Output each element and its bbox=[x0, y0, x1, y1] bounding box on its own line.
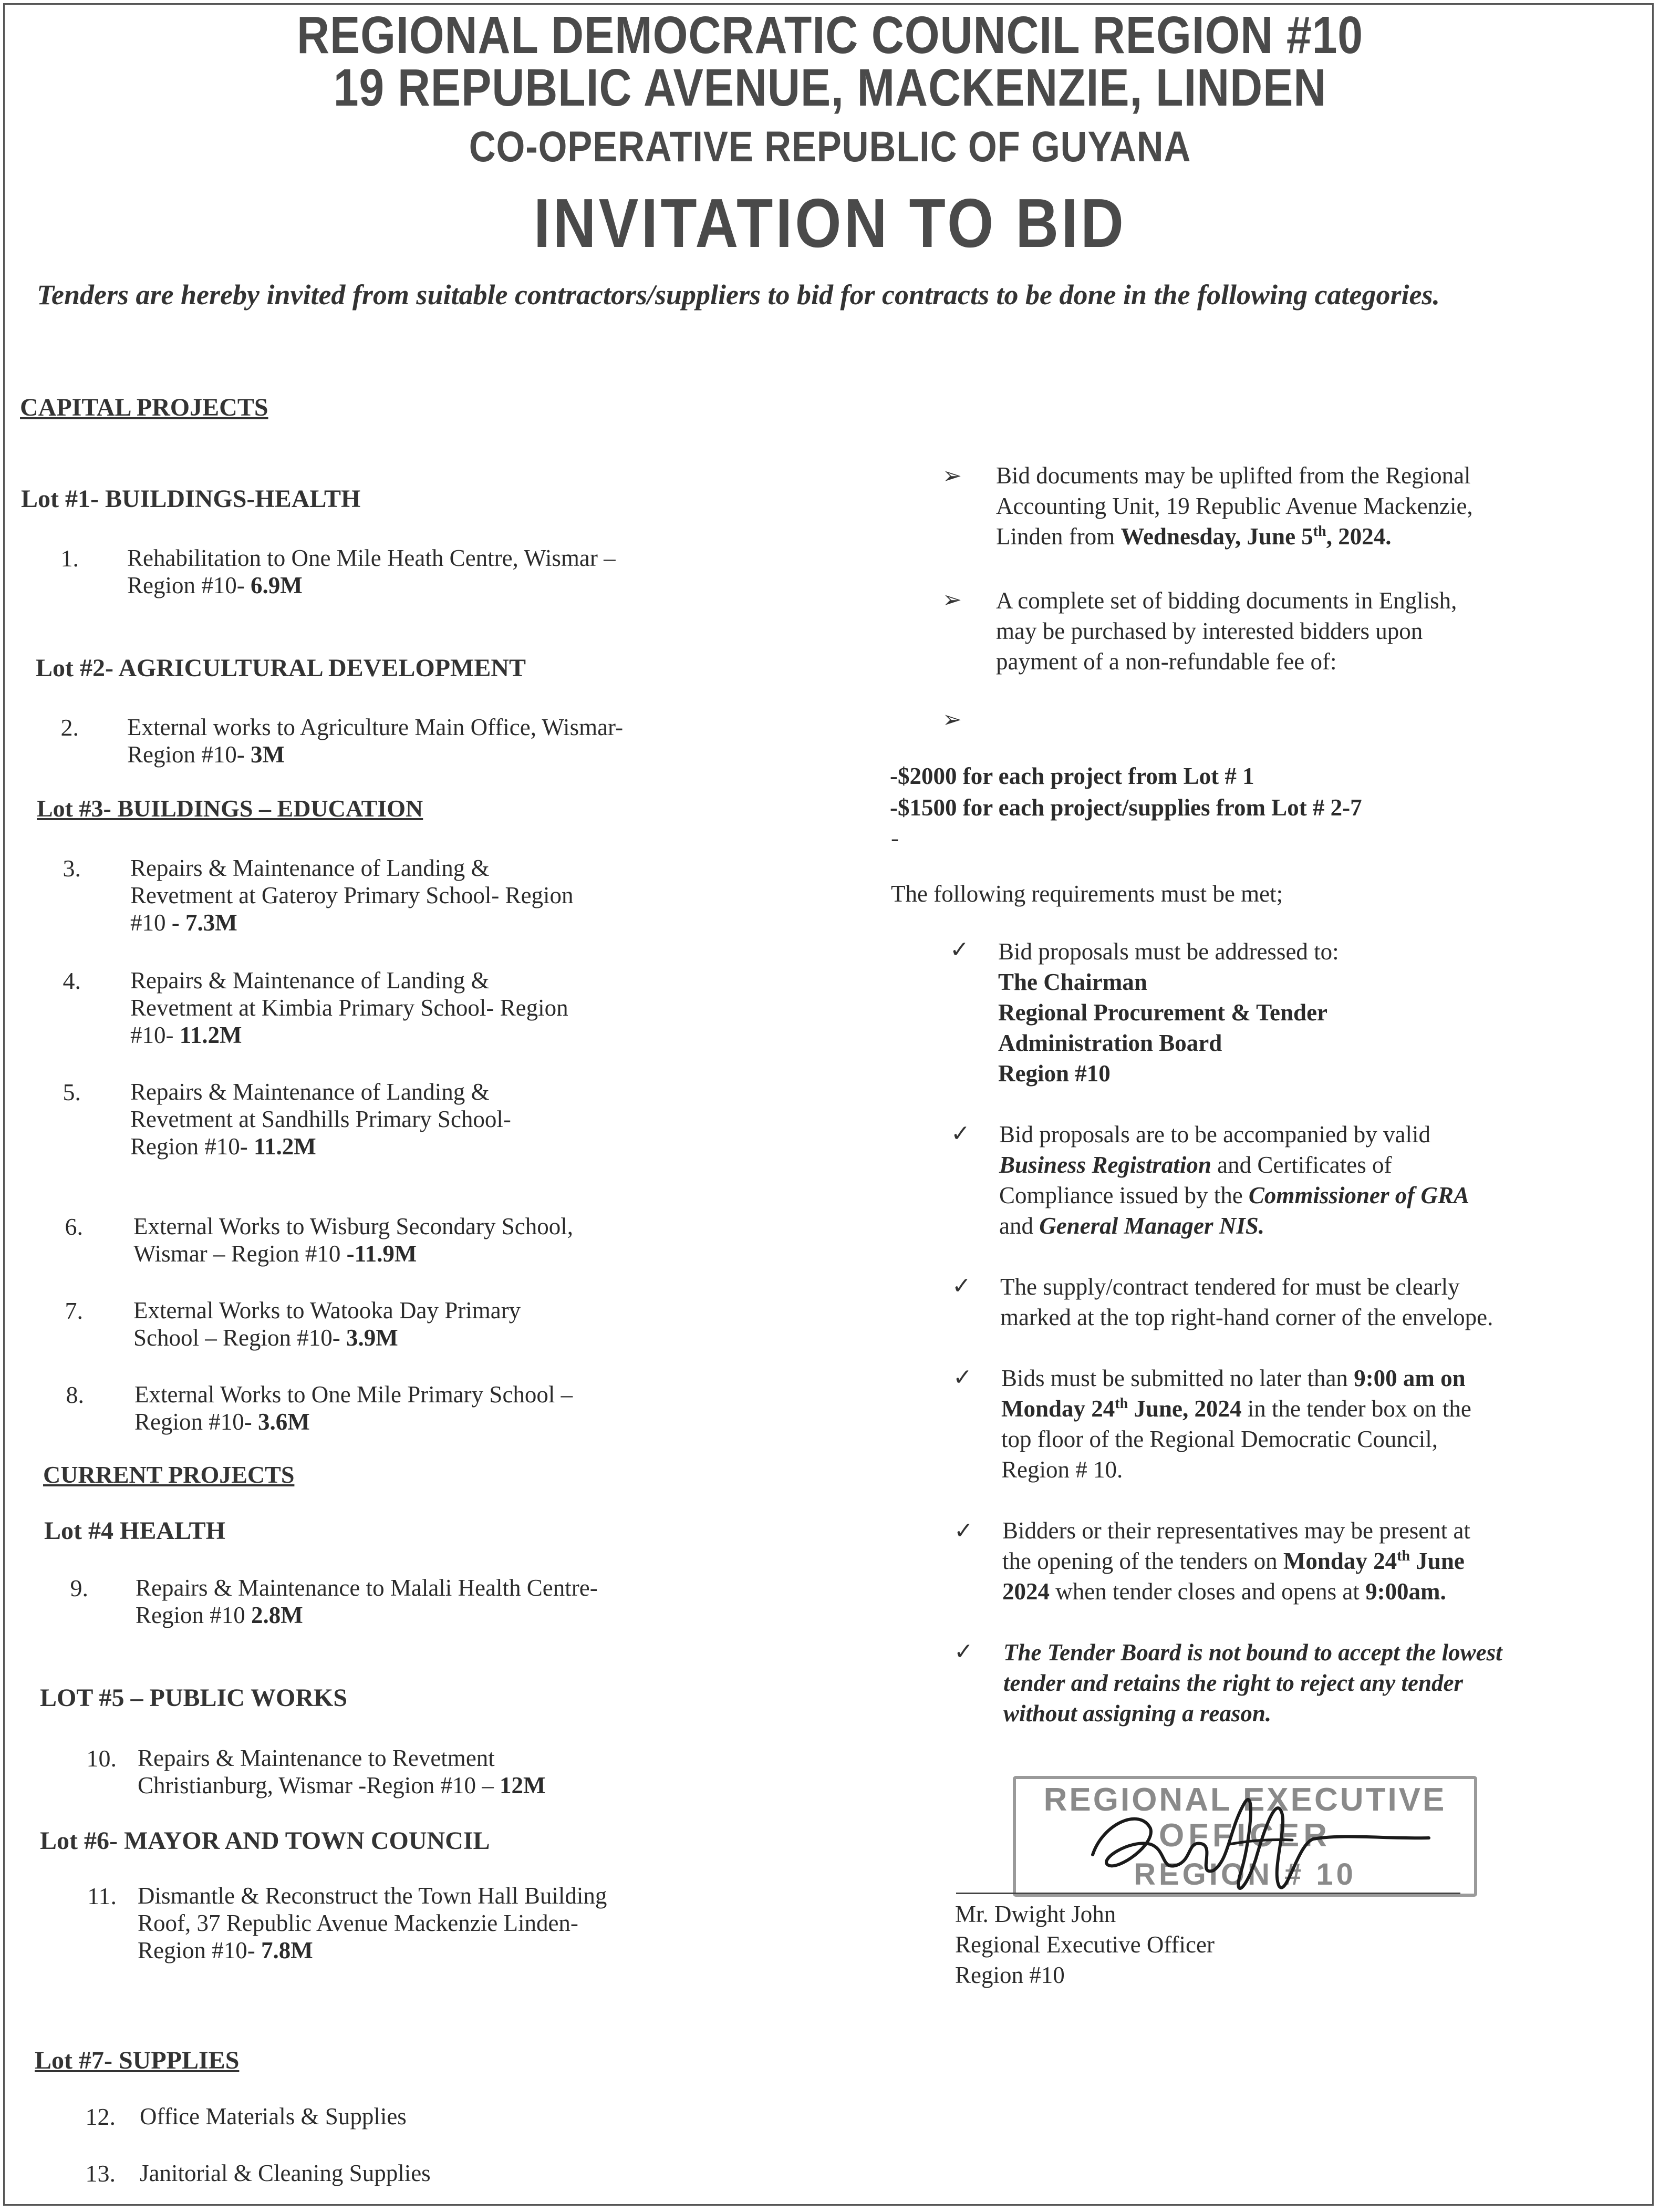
item-number: 2. bbox=[60, 714, 79, 741]
item-text bbox=[133, 1297, 816, 1351]
item-amount: 7.3M bbox=[185, 909, 237, 936]
item-line: Repairs & Maintenance to Revetment bbox=[138, 1745, 495, 1771]
tender-board-disclaimer bbox=[1003, 1637, 1649, 1729]
signature-line bbox=[956, 1893, 1460, 1894]
item-text: Janitorial & Cleaning Supplies bbox=[140, 2160, 431, 2186]
item-number: 13. bbox=[85, 2160, 116, 2187]
item-text bbox=[127, 544, 810, 599]
item-line: External Works to Wisburg Secondary School, bbox=[133, 1213, 573, 1239]
text-line: and General Manager NIS. bbox=[999, 1213, 1265, 1239]
item-line: School – Region #10- 3.9M bbox=[133, 1325, 398, 1351]
text-line: without assigning a reason. bbox=[1003, 1700, 1272, 1727]
signatory-block bbox=[955, 1899, 1480, 1990]
lot-2-heading: Lot #2- AGRICULTURAL DEVELOPMENT bbox=[36, 654, 526, 682]
item-line: Repairs & Maintenance of Landing & bbox=[130, 967, 490, 994]
text-line: The supply/contract tendered for must be clearly bbox=[1000, 1274, 1460, 1300]
item-number: 4. bbox=[63, 967, 81, 994]
item-line: External works to Agriculture Main Office, Wismar- bbox=[127, 714, 624, 740]
item-text: Office Materials & Supplies bbox=[140, 2103, 407, 2130]
text-line: tender and retains the right to reject any tender bbox=[1003, 1670, 1464, 1696]
text-line: Region #10 bbox=[998, 1060, 1111, 1087]
text-line: Bid proposals must be addressed to: bbox=[998, 938, 1339, 965]
fee-lot-2-7: -$1500 for each project/supplies from Lot # 2-7 bbox=[890, 794, 1362, 821]
lot-1-heading: Lot #1- BUILDINGS-HEALTH bbox=[21, 485, 361, 513]
text-line: top floor of the Regional Democratic Council, bbox=[1001, 1426, 1438, 1452]
item-line: #10- 11.2M bbox=[130, 1022, 242, 1048]
item-amount: 7.8M bbox=[261, 1937, 313, 1963]
lot-3-heading: Lot #3- BUILDINGS – EDUCATION bbox=[37, 795, 423, 822]
lot-5-heading: LOT #5 – PUBLIC WORKS bbox=[40, 1684, 348, 1712]
item-line: External Works to One Mile Primary School – bbox=[134, 1381, 573, 1408]
item-line: Repairs & Maintenance of Landing & bbox=[130, 855, 490, 881]
signatory-name: Mr. Dwight John bbox=[955, 1901, 1116, 1927]
item-line: Roof, 37 Republic Avenue Mackenzie Linden- bbox=[138, 1910, 578, 1936]
signatory-title: Regional Executive Officer bbox=[955, 1931, 1215, 1958]
item-line: Region #10- 3M bbox=[127, 741, 285, 768]
item-text bbox=[130, 1078, 813, 1160]
item-number: 10. bbox=[86, 1745, 117, 1772]
text-line: marked at the top right-hand corner of the envelope. bbox=[1000, 1304, 1493, 1330]
item-amount: 3.9M bbox=[346, 1325, 398, 1351]
capital-projects-heading: CAPITAL PROJECTS bbox=[20, 394, 268, 421]
stamp-line: REGION # 10 bbox=[1134, 1857, 1356, 1891]
requirements-intro: The following requirements must be met; bbox=[891, 881, 1283, 907]
item-number: 9. bbox=[70, 1575, 88, 1601]
fee-lot-1: -$2000 for each project from Lot # 1 bbox=[890, 763, 1254, 789]
item-amount: 2.8M bbox=[251, 1602, 303, 1628]
country-heading: CO-OPERATIVE REPUBLIC OF GUYANA bbox=[469, 123, 1191, 171]
item-text bbox=[133, 1213, 816, 1267]
text-line: Bid documents may be uplifted from the Regional bbox=[996, 462, 1471, 489]
item-amount: 3.6M bbox=[257, 1409, 310, 1435]
check-icon: ✓ bbox=[952, 1273, 971, 1299]
check-icon: ✓ bbox=[951, 1121, 970, 1146]
item-number: 3. bbox=[63, 855, 81, 882]
document-title: INVITATION TO BID bbox=[533, 184, 1127, 262]
requirement-opening bbox=[1002, 1515, 1648, 1607]
check-icon: ✓ bbox=[950, 937, 969, 963]
text-line: Bid proposals are to be accompanied by valid bbox=[999, 1121, 1431, 1148]
text-line: Regional Procurement & Tender bbox=[998, 999, 1328, 1026]
lot-6-heading: Lot #6- MAYOR AND TOWN COUNCIL bbox=[40, 1827, 490, 1855]
stamp-line: OFFICER bbox=[1158, 1817, 1332, 1854]
item-text bbox=[138, 1744, 821, 1799]
item-number: 1. bbox=[60, 545, 79, 572]
item-line: Region #10 2.8M bbox=[136, 1602, 303, 1628]
requirement-envelope bbox=[1000, 1272, 1646, 1332]
bid-documents-paragraph bbox=[996, 460, 1637, 552]
text-line: Accounting Unit, 19 Republic Avenue Mackenzie, bbox=[996, 493, 1473, 519]
text-line: payment of a non-refundable fee of: bbox=[996, 648, 1337, 675]
bidding-documents-paragraph bbox=[996, 585, 1637, 677]
text-line: Business Registration and Certificates of bbox=[999, 1152, 1392, 1178]
council-name-heading: REGIONAL DEMOCRATIC COUNCIL REGION #10 bbox=[296, 6, 1364, 65]
arrow-bullet-icon: ➢ bbox=[942, 587, 962, 613]
item-text bbox=[130, 967, 813, 1049]
item-amount: 12M bbox=[499, 1772, 546, 1798]
text-line: The Chairman bbox=[998, 969, 1147, 995]
check-icon: ✓ bbox=[954, 1518, 973, 1544]
item-text bbox=[134, 1381, 817, 1435]
item-line: External Works to Watooka Day Primary bbox=[133, 1297, 521, 1324]
text-line: Bidders or their representatives may be present at bbox=[1002, 1517, 1470, 1544]
text-line: A complete set of bidding documents in English, bbox=[996, 587, 1457, 614]
item-text bbox=[130, 854, 813, 936]
item-amount: 6.9M bbox=[250, 572, 303, 598]
item-number: 7. bbox=[65, 1297, 83, 1324]
intro-paragraph: Tenders are hereby invited from suitable contractors/suppliers to bid for contracts to be done in the following categories. bbox=[37, 279, 1440, 311]
requirement-deadline bbox=[1001, 1363, 1647, 1485]
item-line: Region #10- 3.6M bbox=[134, 1409, 310, 1435]
text-line: may be purchased by interested bidders upon bbox=[996, 618, 1423, 644]
item-line: Region #10- 7.8M bbox=[138, 1937, 313, 1963]
text-line: Linden from Wednesday, June 5th, 2024. bbox=[996, 523, 1392, 550]
item-text bbox=[138, 1882, 821, 1964]
item-amount: 11.2M bbox=[253, 1133, 316, 1160]
text-line: the opening of the tenders on Monday 24th June bbox=[1002, 1548, 1465, 1574]
item-amount: 3M bbox=[250, 741, 285, 768]
text-line: The Tender Board is not bound to accept the lowest bbox=[1003, 1639, 1502, 1666]
item-line: Rehabilitation to One Mile Heath Centre, Wismar – bbox=[127, 545, 616, 571]
item-number: 11. bbox=[87, 1883, 117, 1909]
text-line: Administration Board bbox=[998, 1030, 1222, 1056]
item-line: Repairs & Maintenance of Landing & bbox=[130, 1079, 490, 1105]
signatory-region: Region #10 bbox=[955, 1962, 1065, 1988]
requirement-address bbox=[998, 936, 1628, 1089]
check-icon: ✓ bbox=[953, 1365, 972, 1390]
council-address-heading: 19 REPUBLIC AVENUE, MACKENZIE, LINDEN bbox=[333, 58, 1327, 117]
item-number: 5. bbox=[63, 1079, 81, 1105]
stamp-line: REGIONAL EXECUTIVE bbox=[1043, 1782, 1447, 1818]
item-line: Repairs & Maintenance to Malali Health Centre- bbox=[136, 1575, 598, 1601]
item-line: #10 - 7.3M bbox=[130, 909, 237, 936]
check-icon: ✓ bbox=[954, 1639, 973, 1665]
item-amount: 11.2M bbox=[179, 1022, 242, 1048]
fee-dash: - bbox=[891, 825, 899, 851]
lot-7-heading: Lot #7- SUPPLIES bbox=[35, 2046, 240, 2074]
item-line: Region #10- 11.2M bbox=[130, 1133, 316, 1160]
item-text bbox=[127, 714, 810, 768]
requirement-documents bbox=[999, 1119, 1640, 1241]
item-number: 12. bbox=[85, 2103, 116, 2130]
item-line: Revetment at Kimbia Primary School- Region bbox=[130, 995, 568, 1021]
item-line: Dismantle & Reconstruct the Town Hall Building bbox=[138, 1883, 607, 1909]
current-projects-heading: CURRENT PROJECTS bbox=[43, 1461, 295, 1488]
item-amount: -11.9M bbox=[346, 1241, 417, 1267]
text-line: 2024 when tender closes and opens at 9:00am. bbox=[1002, 1578, 1446, 1605]
lot-4-heading: Lot #4 HEALTH bbox=[44, 1517, 225, 1545]
arrow-bullet-icon: ➢ bbox=[942, 707, 962, 732]
arrow-bullet-icon: ➢ bbox=[942, 463, 962, 489]
item-text bbox=[136, 1574, 818, 1629]
text-line: Compliance issued by the Commissioner of GRA bbox=[999, 1182, 1469, 1208]
item-number: 6. bbox=[65, 1213, 83, 1240]
item-line: Revetment at Gateroy Primary School- Region bbox=[130, 882, 574, 908]
item-number: 8. bbox=[66, 1381, 84, 1408]
item-line: Christianburg, Wismar -Region #10 – 12M bbox=[138, 1772, 546, 1798]
text-line: Region # 10. bbox=[1001, 1456, 1123, 1483]
item-line: Region #10- 6.9M bbox=[127, 572, 303, 598]
item-line: Revetment at Sandhills Primary School- bbox=[130, 1106, 511, 1132]
item-line: Wismar – Region #10 -11.9M bbox=[133, 1241, 417, 1267]
text-line: Monday 24th June, 2024 in the tender box on the bbox=[1001, 1396, 1471, 1422]
text-line: Bids must be submitted no later than 9:00 am on bbox=[1001, 1365, 1466, 1391]
